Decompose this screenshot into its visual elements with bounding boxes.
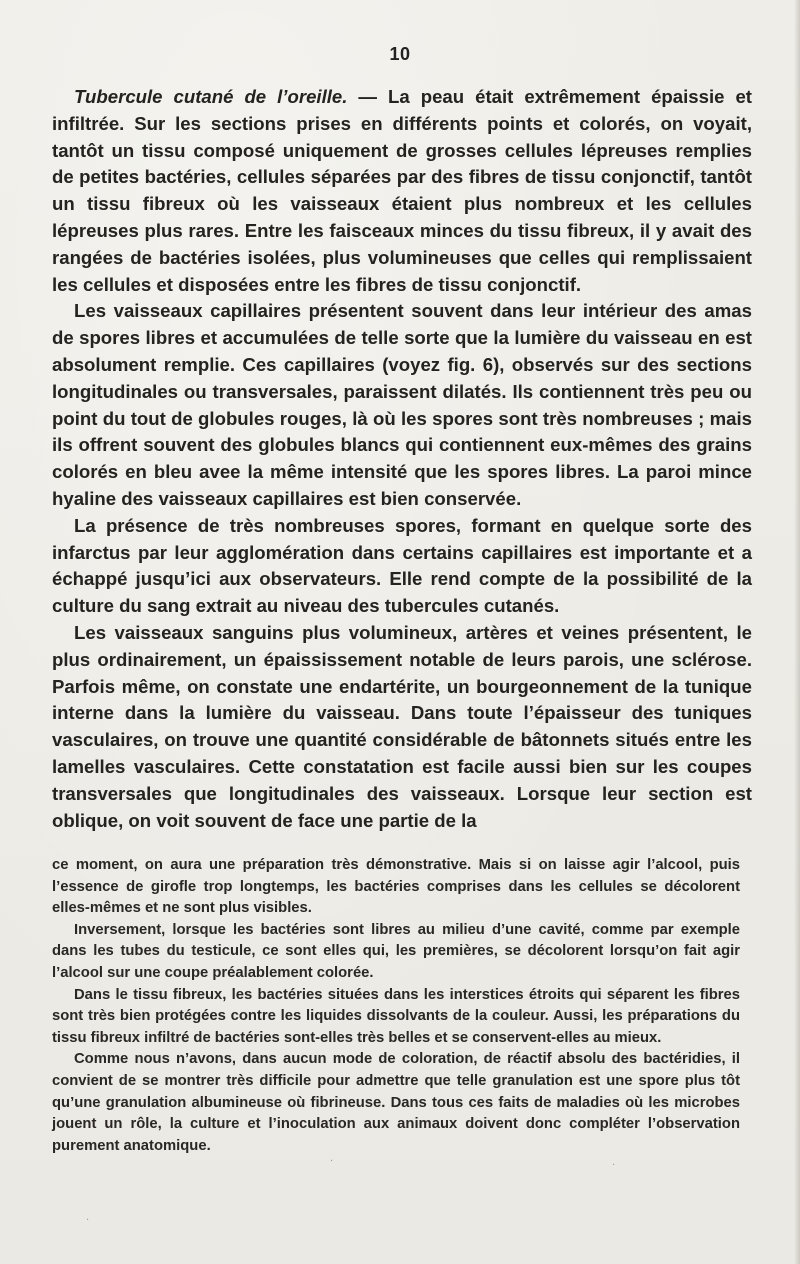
footnote-paragraph-4: Comme nous n’avons, dans aucun mode de coloration, de réactif absolu des bactéridies, il convient de se montrer très difficile pour admettre que telle granulation est une spore plus tôt qu’une granulation albumineuse où fibrineuse. Dans tous ces faits de maladies où les microbes jouent un rôle, la culture et l’inoculation aux animaux doivent donc compléter l’observation purement anatomique. bbox=[52, 1051, 740, 1154]
paper-speck: · bbox=[612, 1160, 616, 1171]
page-spine-shadow bbox=[794, 0, 800, 1264]
footnote-paragraph-3: Dans le tissu fibreux, les bactéries situées dans les interstices étroits qui séparent les fibres sont très bien protégées contre les liquides dissolvants de la couleur. Aussi, les préparations du tissu fibreux infiltré de bactéries sont-elles très belles et se conservent-elles au mieux. bbox=[52, 986, 740, 1046]
main-body-text bbox=[52, 84, 752, 834]
paper-speck: · bbox=[86, 1215, 90, 1226]
paragraph-4: Les vaisseaux sanguins plus volumineux, artères et veines présentent, le plus ordinairement, un épaississement notable de leurs parois, une sclérose. Parfois même, on constate une endartérite, un bourgeonnement de la tunique interne dans la lumière du vaisseau. Dans toute l’épaisseur des tuniques vasculaires, on trouve une quantité considérable de bâtonnets situés entre les lamelles vasculaires. Cette constatation est facile aussi bien sur les coupes transversales que longitudinales des vaisseaux. Lorsque leur section est oblique, on voit souvent de face une partie de la bbox=[52, 621, 752, 831]
page-number: 10 bbox=[389, 44, 411, 64]
paper-speck: · bbox=[330, 1156, 334, 1167]
footnotes bbox=[52, 855, 740, 1157]
paragraph-1 bbox=[52, 84, 752, 298]
paragraph-1-text: — La peau était extrêmement épaissie et infiltrée. Sur les sections prises en différents points et colorés, on voyait, tantôt un tissu composé uniquement de grosses cellules lépreuses remplies de petites bactéries, cellules séparées par des fibres de tissu conjonctif, tantôt un tissu fibreux où les vaisseaux étaient plus nombreux et les cellules lépreuses plus rares. Entre les faisceaux minces du tissu fibreux, il y avait des rangées de bactéries isolées, plus volumineuses que celles qui remplissaient les cellules et disposées entre les fibres de tissu conjonctif. bbox=[52, 86, 752, 295]
section-heading: Tubercule cutané de l’oreille. bbox=[74, 86, 348, 107]
paragraph-2: Les vaisseaux capillaires présentent souvent dans leur intérieur des amas de spores libres et accumulées de telle sorte que la lumière du vaisseau en est absolument remplie. Ces capillaires (voyez fig. 6), observés sur des sections longitudinales ou transversales, paraissent dilatés. Ils contiennent très peu ou point du tout de globules rouges, là où les spores sont très nombreuses ; mais ils offrent souvent des globules blancs qui contiennent eux-mêmes des grains colorés en bleu avee la même intensité que les spores libres. La paroi mince hyaline des vaisseaux capillaires est bien conservée. bbox=[52, 300, 752, 509]
footnote-continuation: ce moment, on aura une préparation très démonstrative. Mais si on laisse agir l’alcool, puis l’essence de girofle trop longtemps, les bactéries comprises dans les cellules se décolorent elles-mêmes et ne sont plus visibles. bbox=[52, 857, 740, 917]
footnote-paragraph-2: Inversement, lorsque les bactéries sont libres au milieu d’une cavité, comme par exemple dans les tubes du testicule, ce sont elles qui, les premières, se décolorent lorsqu’on fait agir l’alcool sur une coupe préalablement colorée. bbox=[52, 921, 740, 981]
paragraph-3: La présence de très nombreuses spores, formant en quelque sorte des infarctus par leur agglomération dans certains capillaires est importante et a échappé jusqu’ici aux observateurs. Elle rend compte de la possibilité de la culture du sang extrait au niveau des tubercules cutanés. bbox=[52, 514, 752, 617]
